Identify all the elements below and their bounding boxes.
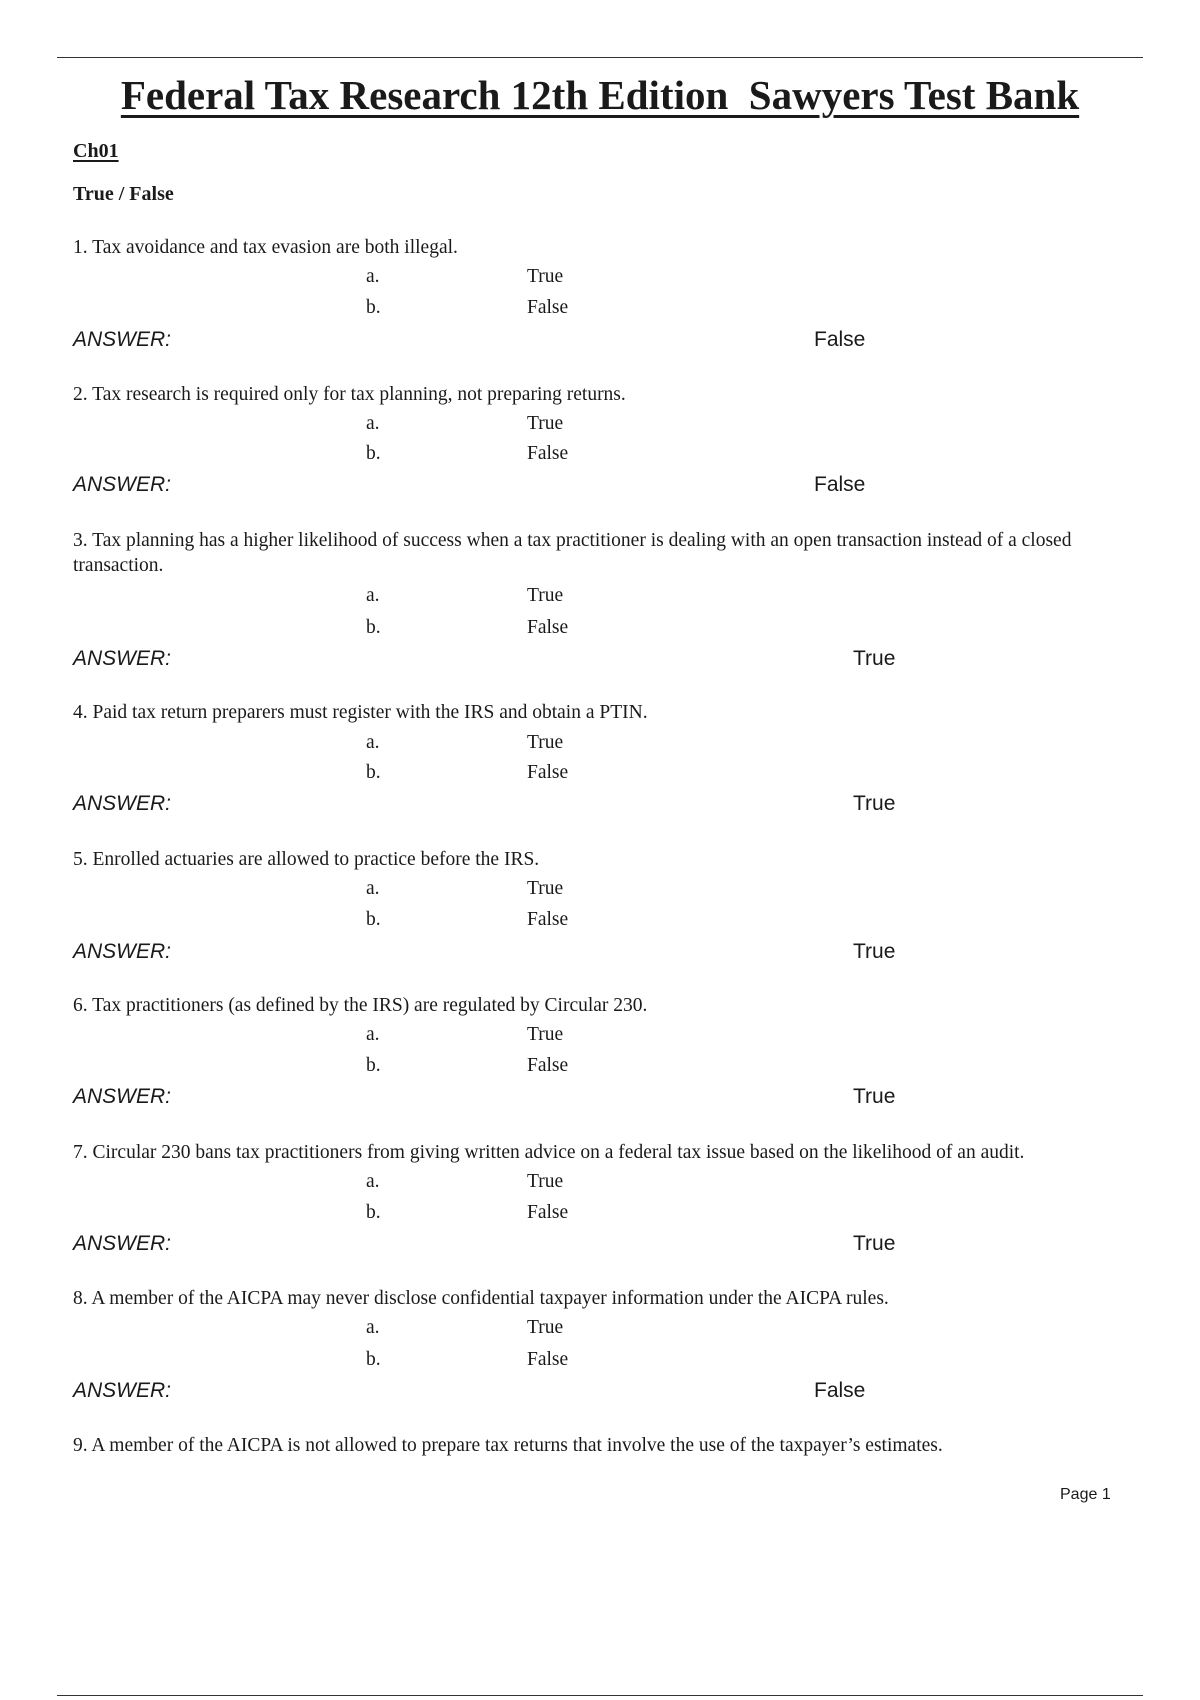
option-label: True <box>527 585 564 606</box>
option-label: False <box>527 1202 569 1223</box>
answer-label: ANSWER: <box>73 1232 172 1255</box>
option-letter: a. <box>366 413 380 434</box>
page-number: Page 1 <box>1060 1486 1111 1503</box>
answer-value: False <box>814 473 866 496</box>
answer-value: True <box>853 940 896 963</box>
option-letter: b. <box>366 762 381 783</box>
option-label: False <box>527 297 569 318</box>
answer-label: ANSWER: <box>73 940 172 963</box>
option-letter: b. <box>366 297 381 318</box>
option-letter: b. <box>366 1055 381 1076</box>
chapter-heading: Ch01 <box>73 140 119 162</box>
answer-value: True <box>853 1232 896 1255</box>
option-letter: b. <box>366 617 381 638</box>
option-letter: a. <box>366 878 380 899</box>
option-letter: b. <box>366 1202 381 1223</box>
answer-value: False <box>814 328 866 351</box>
question-text: 7. Circular 230 bans tax practitioners from giving written advice on a federal tax issue based on the likelihood of an audit. <box>73 1142 1025 1163</box>
answer-label: ANSWER: <box>73 1085 172 1108</box>
option-label: True <box>527 1024 564 1045</box>
option-label: True <box>527 1317 564 1338</box>
answer-label: ANSWER: <box>73 328 172 351</box>
answer-label: ANSWER: <box>73 647 172 670</box>
option-letter: b. <box>366 909 381 930</box>
answer-label: ANSWER: <box>73 1379 172 1402</box>
top-rule <box>57 57 1143 58</box>
option-label: False <box>527 909 569 930</box>
question-text: 2. Tax research is required only for tax planning, not preparing returns. <box>73 384 626 405</box>
answer-label: ANSWER: <box>73 792 172 815</box>
document-title <box>0 70 1200 120</box>
question-text: 6. Tax practitioners (as defined by the IRS) are regulated by Circular 230. <box>73 995 648 1016</box>
option-label: False <box>527 1349 569 1370</box>
option-letter: a. <box>366 266 380 287</box>
question-text: 3. Tax planning has a higher likelihood of success when a tax practitioner is dealing with an open transaction instead of a closed transaction. <box>73 530 1072 576</box>
answer-value: True <box>853 1085 896 1108</box>
question-text: 4. Paid tax return preparers must register with the IRS and obtain a PTIN. <box>73 702 648 723</box>
option-label: True <box>527 413 564 434</box>
answer-label: ANSWER: <box>73 473 172 496</box>
option-letter: a. <box>366 1317 380 1338</box>
question-text: 9. A member of the AICPA is not allowed to prepare tax returns that involve the use of the taxpayer’s estimates. <box>73 1435 943 1456</box>
question-text: 5. Enrolled actuaries are allowed to practice before the IRS. <box>73 849 540 870</box>
question-text: 1. Tax avoidance and tax evasion are both illegal. <box>73 237 458 258</box>
question-text: 8. A member of the AICPA may never disclose confidential taxpayer information under the AICPA rules. <box>73 1288 889 1309</box>
document-title-text: Federal Tax Research 12th Edition Sawyers Test Bank <box>120 72 1080 118</box>
answer-value: True <box>853 647 896 670</box>
option-label: False <box>527 443 569 464</box>
option-label: True <box>527 878 564 899</box>
bottom-rule <box>57 1695 1143 1696</box>
option-letter: a. <box>366 1171 380 1192</box>
option-letter: a. <box>366 732 380 753</box>
option-letter: b. <box>366 1349 381 1370</box>
option-letter: a. <box>366 585 380 606</box>
option-label: True <box>527 1171 564 1192</box>
answer-value: True <box>853 792 896 815</box>
option-label: True <box>527 266 564 287</box>
option-letter: a. <box>366 1024 380 1045</box>
option-label: True <box>527 732 564 753</box>
option-label: False <box>527 617 569 638</box>
answer-value: False <box>814 1379 866 1402</box>
option-letter: b. <box>366 443 381 464</box>
option-label: False <box>527 762 569 783</box>
option-label: False <box>527 1055 569 1076</box>
section-heading: True / False <box>73 183 174 205</box>
